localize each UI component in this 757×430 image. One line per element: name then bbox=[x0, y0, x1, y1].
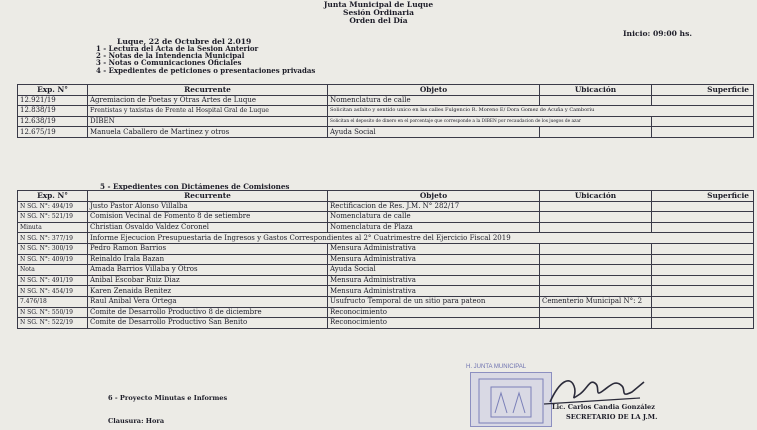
col-objeto: Objeto bbox=[328, 191, 540, 202]
col-ubicacion: Ubicación bbox=[540, 191, 652, 202]
cell-ubicacion bbox=[540, 127, 652, 138]
section5-title: 5 - Expedientes con Dictámenes de Comisiones bbox=[100, 182, 290, 191]
table-row bbox=[18, 307, 754, 318]
col-recurrente: Recurrente bbox=[88, 191, 328, 202]
cell-objeto: Reconocimiento bbox=[328, 307, 540, 318]
session-title: Sesión Ordinaria bbox=[343, 8, 414, 17]
cell-objeto: Mensura Administrativa bbox=[328, 286, 540, 297]
cell-superficie bbox=[652, 318, 754, 329]
col-superficie: Superficie bbox=[652, 191, 754, 202]
cell-recurrente: Pedro Ramon Barrios bbox=[88, 243, 328, 254]
cell-recurrente: Comite de Desarrollo Productivo San Benito bbox=[88, 318, 328, 329]
table-row bbox=[18, 275, 754, 286]
table-row bbox=[18, 95, 754, 106]
clausura-label: Clausura: Hora bbox=[108, 417, 165, 425]
table-row bbox=[18, 212, 754, 223]
table-row bbox=[18, 254, 754, 265]
cell-objeto: Usufructo Temporal de un sitio para pateon bbox=[328, 296, 540, 307]
cell-exp: N SG. N°: 521/19 bbox=[18, 212, 88, 223]
cell-superficie bbox=[652, 243, 754, 254]
cell-exp: 12.675/19 bbox=[18, 127, 88, 138]
start-time: Inicio: 09:00 hs. bbox=[623, 29, 693, 38]
cell-objeto: Nomenclatura de Plaza bbox=[328, 222, 540, 233]
section6-title: 6 - Proyecto Minutas e Informes bbox=[108, 394, 228, 402]
cell-recurrente: Raul Anibal Vera Ortega bbox=[88, 296, 328, 307]
cell-superficie bbox=[652, 201, 754, 212]
cell-ubicacion bbox=[540, 275, 652, 286]
cell-recurrente: Amada Barrios Villaba y Otros bbox=[88, 265, 328, 276]
table-row bbox=[18, 116, 754, 127]
cell-superficie bbox=[652, 307, 754, 318]
cell-ubicacion bbox=[540, 95, 652, 106]
col-exp: Exp. N° bbox=[18, 191, 88, 202]
signer-title: SECRETARIO DE LA J.M. bbox=[566, 413, 658, 421]
table-row bbox=[18, 265, 754, 276]
table-row bbox=[18, 243, 754, 254]
cell-ubicacion: Cementerio Municipal N°: 2 bbox=[540, 296, 652, 307]
agenda-item: 4 - Expedientes de peticiones o presentaciones privadas bbox=[96, 65, 316, 75]
cell-exp: 7.476/18 bbox=[18, 296, 88, 307]
col-superficie: Superficie bbox=[652, 85, 754, 96]
cell-superficie bbox=[652, 254, 754, 265]
cell-objeto: Solicitan el deposito de dinero en el porcentaje que corresponde a la DIBEN por recaudacion de los juegos de azar bbox=[328, 116, 652, 127]
cell-recurrente: Anibal Escobar Ruiz Diaz bbox=[88, 275, 328, 286]
cell-exp: N SG. N°: 409/19 bbox=[18, 254, 88, 265]
cell-objeto: Nomenclatura de calle bbox=[328, 212, 540, 223]
signature-icon bbox=[540, 372, 650, 406]
cell-exp: N SG. N°: 300/19 bbox=[18, 243, 88, 254]
cell-exp: N SG. N°: 454/19 bbox=[18, 286, 88, 297]
cell-exp: 12.638/19 bbox=[18, 116, 88, 127]
cell-ubicacion bbox=[540, 222, 652, 233]
table-row bbox=[18, 222, 754, 233]
cell-exp: N SG. N°: 522/19 bbox=[18, 318, 88, 329]
cell-ubicacion bbox=[540, 286, 652, 297]
cell-superficie bbox=[652, 127, 754, 138]
signer-name: Lic. Carlos Candia González bbox=[552, 403, 655, 411]
cell-exp: Minuta bbox=[18, 222, 88, 233]
table-row bbox=[18, 106, 754, 117]
cell-ubicacion bbox=[540, 265, 652, 276]
cell-objeto: Rectificacion de Res. J.M. N° 282/17 bbox=[328, 201, 540, 212]
cell-objeto: Mensura Administrativa bbox=[328, 275, 540, 286]
col-exp: Exp. N° bbox=[18, 85, 88, 96]
cell-objeto: Ayuda Social bbox=[328, 127, 540, 138]
cell-superficie bbox=[652, 265, 754, 276]
cell-objeto: Mensura Administrativa bbox=[328, 254, 540, 265]
cell-objeto: Solicitan asfalto y sentido unico en las calles Fulgencio R. Moreno E/ Dora Gomez de Acuña y Camboriu bbox=[328, 106, 754, 117]
cell-recurrente: Comite de Desarrollo Productivo 8 de diciembre bbox=[88, 307, 328, 318]
cell-superficie bbox=[652, 222, 754, 233]
cell-recurrente: Reinaldo Irala Bazan bbox=[88, 254, 328, 265]
cell-ubicacion bbox=[540, 201, 652, 212]
agenda-list bbox=[96, 45, 315, 74]
agenda-item: 3 - Notas o Comunicaciones Oficiales bbox=[96, 58, 242, 68]
session-date: Luque, 22 de Octubre del 2.019 bbox=[117, 37, 252, 46]
cell-exp: N SG. N°: 550/19 bbox=[18, 307, 88, 318]
cell-exp: N SG. N°: 377/19 bbox=[18, 233, 88, 244]
cell-recurrente: Karen Zenaida Benitez bbox=[88, 286, 328, 297]
cell-recurrente: Manuela Caballero de Martinez y otros bbox=[88, 127, 328, 138]
cell-superficie bbox=[652, 212, 754, 223]
cell-superficie bbox=[652, 116, 754, 127]
cell-superficie bbox=[652, 275, 754, 286]
cell-superficie bbox=[652, 296, 754, 307]
agenda-item: 2 - Notas de la Intendencia Municipal bbox=[96, 51, 245, 61]
cell-ubicacion bbox=[540, 254, 652, 265]
cell-exp: 12.921/19 bbox=[18, 95, 88, 106]
col-objeto: Objeto bbox=[328, 85, 540, 96]
cell-recurrente: Christian Osvaldo Valdez Coronel bbox=[88, 222, 328, 233]
seal-icon bbox=[471, 373, 551, 426]
agenda-item: 1 - Lectura del Acta de la Sesion Anterior bbox=[96, 44, 259, 53]
cell-ubicacion bbox=[540, 307, 652, 318]
cell-objeto: Ayuda Social bbox=[328, 265, 540, 276]
seal-label: H. JUNTA MUNICIPAL bbox=[466, 364, 527, 370]
cell-recurrente: Justo Pastor Alonso Villalba bbox=[88, 201, 328, 212]
cell-recurrente: Comision Vecinal de Fomento 8 de setiembre bbox=[88, 212, 328, 223]
table-header-row bbox=[18, 85, 754, 96]
col-recurrente: Recurrente bbox=[88, 85, 328, 96]
cell-recurrente: Frentistas y taxistas de Frente al Hospital Gral de Luque bbox=[88, 106, 328, 117]
table-header-row bbox=[18, 191, 754, 202]
table-row bbox=[18, 201, 754, 212]
cell-objeto: Mensura Administrativa bbox=[328, 243, 540, 254]
cell-ubicacion bbox=[540, 212, 652, 223]
table-row bbox=[18, 296, 754, 307]
cell-ubicacion bbox=[540, 318, 652, 329]
cell-exp: 12.838/19 bbox=[18, 106, 88, 117]
cell-exp: N SG. N°: 491/19 bbox=[18, 275, 88, 286]
cell-exp: N SG. N°: 494/19 bbox=[18, 201, 88, 212]
cell-exp: Nota bbox=[18, 265, 88, 276]
table-row bbox=[18, 127, 754, 138]
table-row bbox=[18, 286, 754, 297]
cell-recurrente: DIBEN bbox=[88, 116, 328, 127]
cell-recurrente: Agremiacion de Poetas y Otras Artes de Luque bbox=[88, 95, 328, 106]
cell-recurrente: Informe Ejecucion Presupuestaria de Ingresos y Gastos Correspondientes al 2° Cuatrimestre del Ejercicio Fiscal 2019 bbox=[88, 233, 754, 244]
cell-objeto: Reconocimiento bbox=[328, 318, 540, 329]
section4-table bbox=[17, 84, 754, 138]
col-ubicacion: Ubicación bbox=[540, 85, 652, 96]
order-title: Orden del Día bbox=[349, 16, 408, 25]
org-title: Junta Municipal de Luque bbox=[323, 0, 434, 9]
cell-superficie bbox=[652, 286, 754, 297]
table-row bbox=[18, 318, 754, 329]
table-row bbox=[18, 233, 754, 244]
cell-objeto: Nomenclatura de calle bbox=[328, 95, 540, 106]
cell-ubicacion bbox=[540, 243, 652, 254]
section5-table bbox=[17, 190, 754, 329]
cell-superficie bbox=[652, 95, 754, 106]
